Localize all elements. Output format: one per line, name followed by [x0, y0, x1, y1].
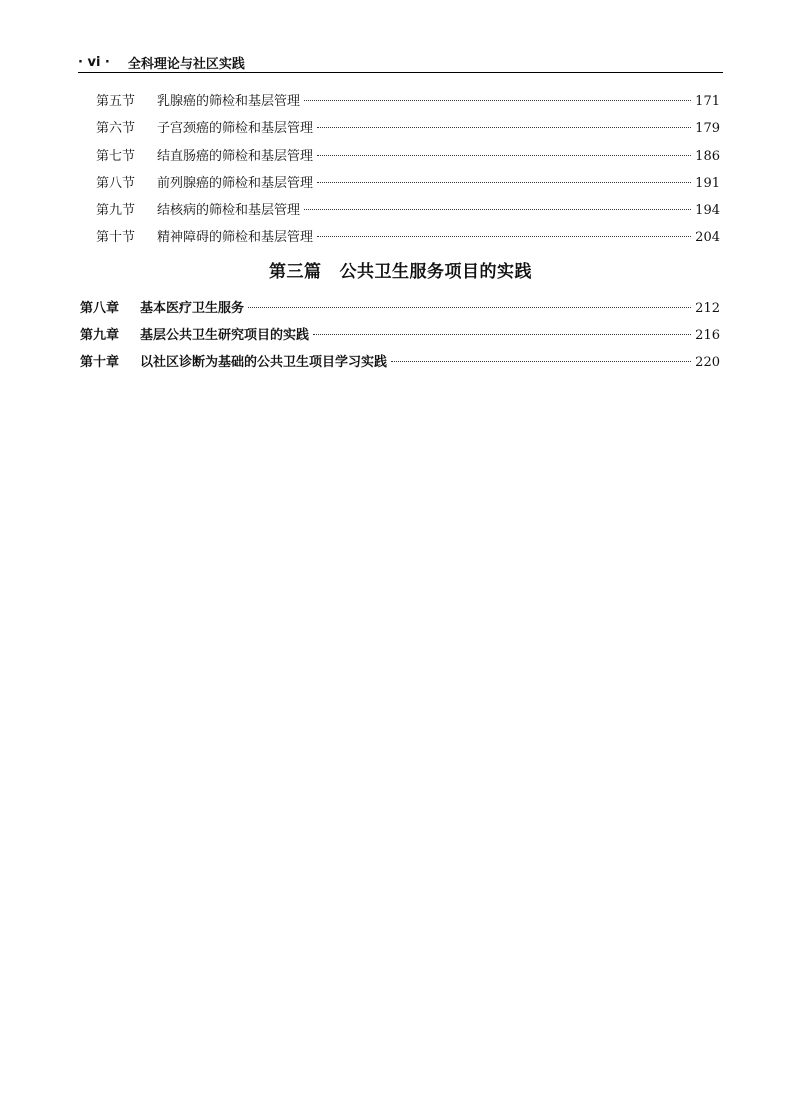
dot-leader: [304, 209, 691, 210]
section-page: 179: [695, 121, 720, 136]
chapter-number: 第十章: [80, 355, 120, 370]
section-page: 194: [695, 203, 720, 218]
toc-chapter-entry[interactable]: [80, 299, 720, 319]
toc-section-entry[interactable]: [96, 147, 720, 167]
section-number: 第五节: [96, 94, 136, 109]
toc-section-entry[interactable]: [96, 92, 720, 112]
part-number: 第三篇: [269, 262, 322, 282]
section-number: 第九节: [96, 203, 136, 218]
toc-section-entry[interactable]: [96, 119, 720, 139]
toc-chapter-entry[interactable]: [80, 353, 720, 373]
chapter-page: 216: [695, 328, 720, 343]
section-title: 结核病的筛检和基层管理: [157, 203, 301, 218]
section-page: 204: [695, 230, 720, 245]
dot-leader: [317, 236, 691, 237]
section-title: 乳腺癌的筛检和基层管理: [157, 94, 301, 109]
part-heading: [78, 260, 723, 284]
toc-chapter-entry[interactable]: [80, 326, 720, 346]
dot-leader: [317, 127, 691, 128]
toc-section-entry[interactable]: [96, 174, 720, 194]
chapter-page: 220: [695, 355, 720, 370]
section-page: 171: [695, 94, 720, 109]
chapter-title: 基本医疗卫生服务: [140, 301, 245, 316]
section-title: 子宫颈癌的筛检和基层管理: [157, 121, 314, 136]
part-title: 公共卫生服务项目的实践: [339, 262, 532, 282]
section-number: 第六节: [96, 121, 136, 136]
running-header: [78, 52, 722, 72]
dot-leader: [317, 155, 691, 156]
toc-section-entry[interactable]: [96, 228, 720, 248]
section-number: 第十节: [96, 230, 136, 245]
dot-leader: [304, 100, 691, 101]
section-number: 第七节: [96, 149, 136, 164]
section-number: 第八节: [96, 176, 136, 191]
header-page-number: · vi ·: [78, 54, 110, 70]
chapter-title: 基层公共卫生研究项目的实践: [140, 328, 310, 343]
section-title: 结直肠癌的筛检和基层管理: [157, 149, 314, 164]
toc-section-entry[interactable]: [96, 201, 720, 221]
dot-leader: [391, 361, 691, 362]
dot-leader: [248, 307, 691, 308]
section-title: 精神障碍的筛检和基层管理: [157, 230, 314, 245]
dot-leader: [313, 334, 691, 335]
header-book-title: 全科理论与社区实践: [127, 56, 245, 72]
header-rule: [78, 72, 723, 73]
section-page: 186: [695, 149, 720, 164]
dot-leader: [317, 182, 691, 183]
section-page: 191: [695, 176, 720, 191]
chapter-number: 第九章: [80, 328, 120, 343]
section-title: 前列腺癌的筛检和基层管理: [157, 176, 314, 191]
chapter-number: 第八章: [80, 301, 120, 316]
chapter-title: 以社区诊断为基础的公共卫生项目学习实践: [140, 355, 388, 370]
chapter-page: 212: [695, 301, 720, 316]
